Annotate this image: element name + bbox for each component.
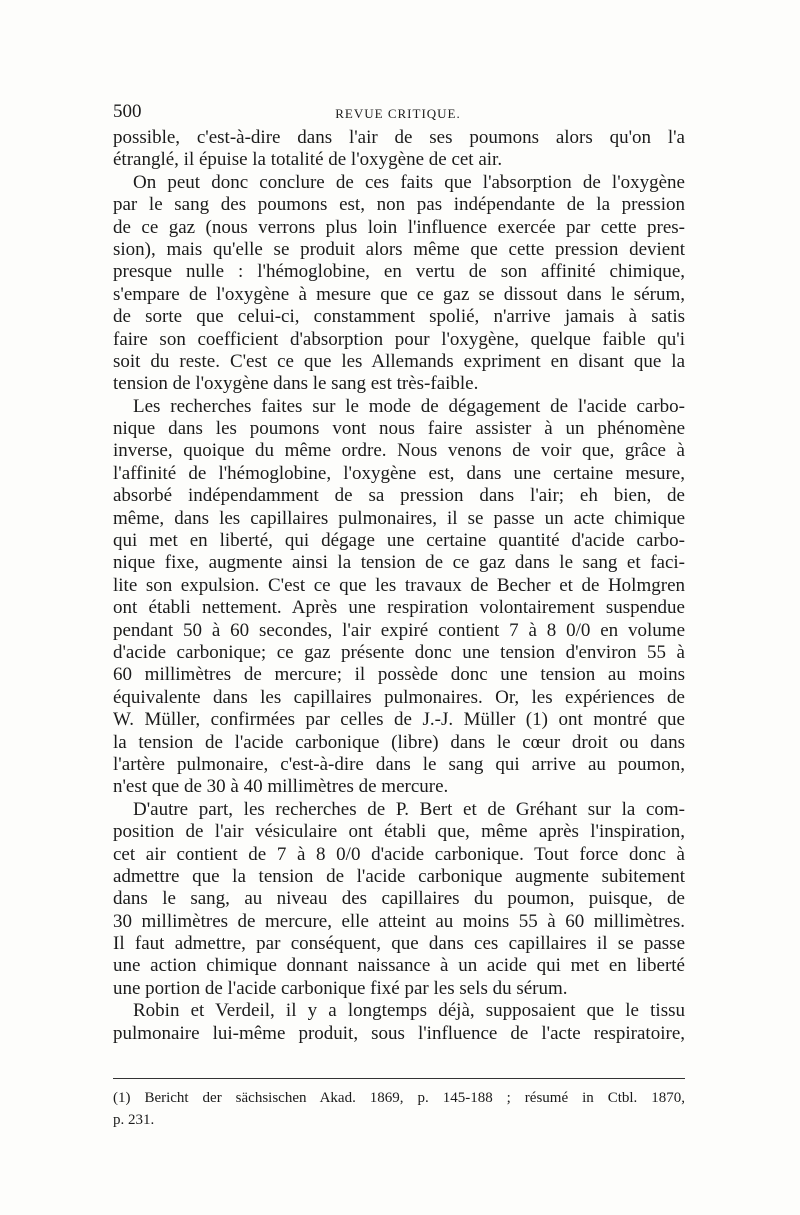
text-line: inverse, quoique du même ordre. Nous venons de voir que, grâce à <box>113 440 685 462</box>
text-line: D'autre part, les recherches de P. Bert et de Gréhant sur la com- <box>133 798 685 820</box>
text-line: une action chimique donnant naissance à un acide qui met en liberté <box>113 955 685 977</box>
page-number: 500 <box>113 101 142 122</box>
text-line: admettre que la tension de l'acide carbonique augmente subitement <box>113 865 685 887</box>
text-line: de ce gaz (nous verrons plus loin l'influence exercée par cette pres- <box>113 216 685 238</box>
text-line: Robin et Verdeil, il y a longtemps déjà, supposaient que le tissu <box>133 1000 685 1022</box>
text-line: Les recherches faites sur le mode de dégagement de l'acide carbo- <box>133 395 685 417</box>
text-line: 30 millimètres de mercure, elle atteint au moins 55 à 60 millimètres. <box>113 910 685 932</box>
text-line: qui met en liberté, qui dégage une certaine quantité d'acide carbo- <box>113 530 685 552</box>
text-line: soit du reste. C'est ce que les Allemands expriment en disant que la <box>113 350 685 372</box>
text-line: par le sang des poumons est, non pas indépendante de la pression <box>113 194 685 216</box>
text-line: pendant 50 à 60 secondes, l'air expiré contient 7 à 8 0/0 en volume <box>113 619 685 641</box>
text-line: la tension de l'acide carbonique (libre) dans le cœur droit ou dans <box>113 731 685 753</box>
text-line: ont établi nettement. Après une respiration volontairement suspendue <box>113 597 685 619</box>
text-line: Il faut admettre, par conséquent, que dans ces capillaires il se passe <box>113 933 685 955</box>
text-line: l'artère pulmonaire, c'est-à-dire dans le sang qui arrive au poumon, <box>113 753 685 775</box>
text-line: cet air contient de 7 à 8 0/0 d'acide carbonique. Tout force donc à <box>113 843 685 865</box>
text-line: nique fixe, augmente ainsi la tension de ce gaz dans le sang et faci- <box>113 552 685 574</box>
text-line: sion), mais qu'elle se produit alors même que cette pression devient <box>113 238 685 260</box>
page-header <box>113 100 683 124</box>
footnote <box>113 1089 685 1134</box>
running-title: REVUE CRITIQUE. <box>335 106 461 121</box>
text-line: une portion de l'acide carbonique fixé par les sels du sérum. <box>113 977 568 999</box>
text-line: absorbé indépendamment de sa pression dans l'air; eh bien, de <box>113 485 685 507</box>
text-line: d'acide carbonique; ce gaz présente donc une tension d'environ 55 à <box>113 641 685 663</box>
text-line: possible, c'est-à-dire dans l'air de ses poumons alors qu'on l'a <box>113 127 685 148</box>
text-line: faire son coefficient d'absorption pour l'oxygène, quelque faible qu'i <box>113 328 685 350</box>
text-line: équivalente dans les capillaires pulmonaires. Or, les expériences de <box>113 686 685 708</box>
text-line: dans le sang, au niveau des capillaires du poumon, puisque, de <box>113 888 685 910</box>
text-line: même, dans les capillaires pulmonaires, il se passe un acte chimique <box>113 507 685 529</box>
text-line: n'est que de 30 à 40 millimètres de mercure. <box>113 776 449 798</box>
text-line: 60 millimètres de mercure; il possède donc une tension au moins <box>113 664 685 686</box>
text-line: lite son expulsion. C'est ce que les travaux de Becher et de Holmgren <box>113 574 685 596</box>
text-line: presque nulle : l'hémoglobine, en vertu de son affinité chimique, <box>113 261 685 283</box>
text-line: l'affinité de l'hémoglobine, l'oxygène est, dans une certaine mesure, <box>113 462 685 484</box>
footnote-line: (1) Bericht der sächsischen Akad. 1869, p. 145-188 ; résumé in Ctbl. 1870, <box>113 1090 685 1106</box>
text-line: nique dans les poumons vont nous faire assister à un phénomène <box>113 418 685 440</box>
footnote-line: p. 231. <box>113 1112 155 1129</box>
text-line: étranglé, il épuise la totalité de l'oxygène de cet air. <box>113 149 503 171</box>
text-line: de sorte que celui-ci, constamment spolié, n'arrive jamais à satis <box>113 306 685 328</box>
text-line: pulmonaire lui-même produit, sous l'influence de l'acte respiratoire, <box>113 1022 685 1044</box>
text-line: On peut donc conclure de ces faits que l'absorption de l'oxygène <box>133 171 685 193</box>
footnote-rule <box>113 1078 685 1079</box>
text-line: position de l'air vésiculaire ont établi que, même après l'inspiration, <box>113 821 685 843</box>
body-text <box>113 127 685 1045</box>
text-line: s'empare de l'oxygène à mesure que ce gaz se dissout dans le sérum, <box>113 283 685 305</box>
text-line: W. Müller, confirmées par celles de J.-J. Müller (1) ont montré que <box>113 709 685 731</box>
text-line: tension de l'oxygène dans le sang est très-faible. <box>113 373 479 395</box>
